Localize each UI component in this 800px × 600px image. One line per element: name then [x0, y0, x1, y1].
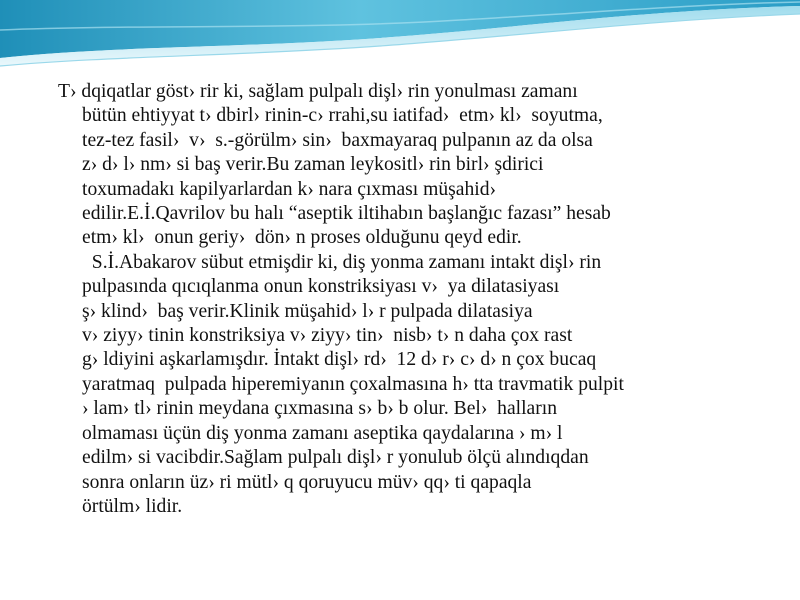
text-line: olmaması üçün diş yonma zamanı aseptika qaydalarına › m› l [82, 422, 563, 444]
wave-banner-icon [0, 0, 800, 70]
text-line: g› ldiyini aşkarlamışdır. İntakt dişl› rd› 12 d› r› c› d› n çox bucaq [82, 349, 597, 371]
text-line: S.İ.Abakarov sübut etmişdir ki, diş yonma zamanı intakt dişl› rin [82, 251, 602, 273]
text-line: bütün ehtiyyat t› dbirl› rinin-c› rrahi,su iatifad› etm› kl› soyutma, [82, 105, 603, 127]
body-text [58, 80, 778, 519]
text-line: tez-tez fasil› v› s.-görülm› sin› baxmayaraq pulpanın az da olsa [82, 129, 593, 151]
text-line: örtülm› lidir. [82, 495, 183, 517]
text-line: ş› klind› baş verir.Klinik müşahid› l› r pulpada dilatasiya [82, 300, 533, 322]
text-line: sonra onların üz› ri mütl› q qoruyucu müv› qq› ti qapaqla [82, 471, 532, 493]
text-line: toxumadakı kapilyarlardan k› nara çıxması müşahid› [82, 178, 497, 200]
text-line: v› ziyy› tinin konstriksiya v› ziyy› tin› nisb› t› n daha çox rast [82, 325, 573, 347]
text-line: yaratmaq pulpada hiperemiyanın çoxalmasına h› tta travmatik pulpit [82, 373, 624, 395]
text-line: › lam› tl› rinin meydana çıxmasına s› b› b olur. Bel› halların [82, 398, 558, 420]
text-line: z› d› l› nm› si baş verir.Bu zaman leykositl› rin birl› şdirici [82, 154, 544, 176]
text-line: edilm› si vacibdir.Sağlam pulpalı dişl› r yonulub ölçü alındıqdan [82, 447, 589, 469]
text-line: etm› kl› onun geriy› dön› n proses olduğunu qeyd edir. [82, 227, 522, 249]
text-line: pulpasında qıcıqlanma onun konstriksiyası v› ya dilatasiyası [82, 276, 560, 298]
text-line: T› dqiqatlar göst› rir ki, sağlam pulpalı dişl› rin yonulması zamanı [58, 81, 578, 102]
text-line: edilir.E.İ.Qavrilov bu halı “aseptik iltihabın başlanğıc fazası” hesab [82, 203, 611, 225]
